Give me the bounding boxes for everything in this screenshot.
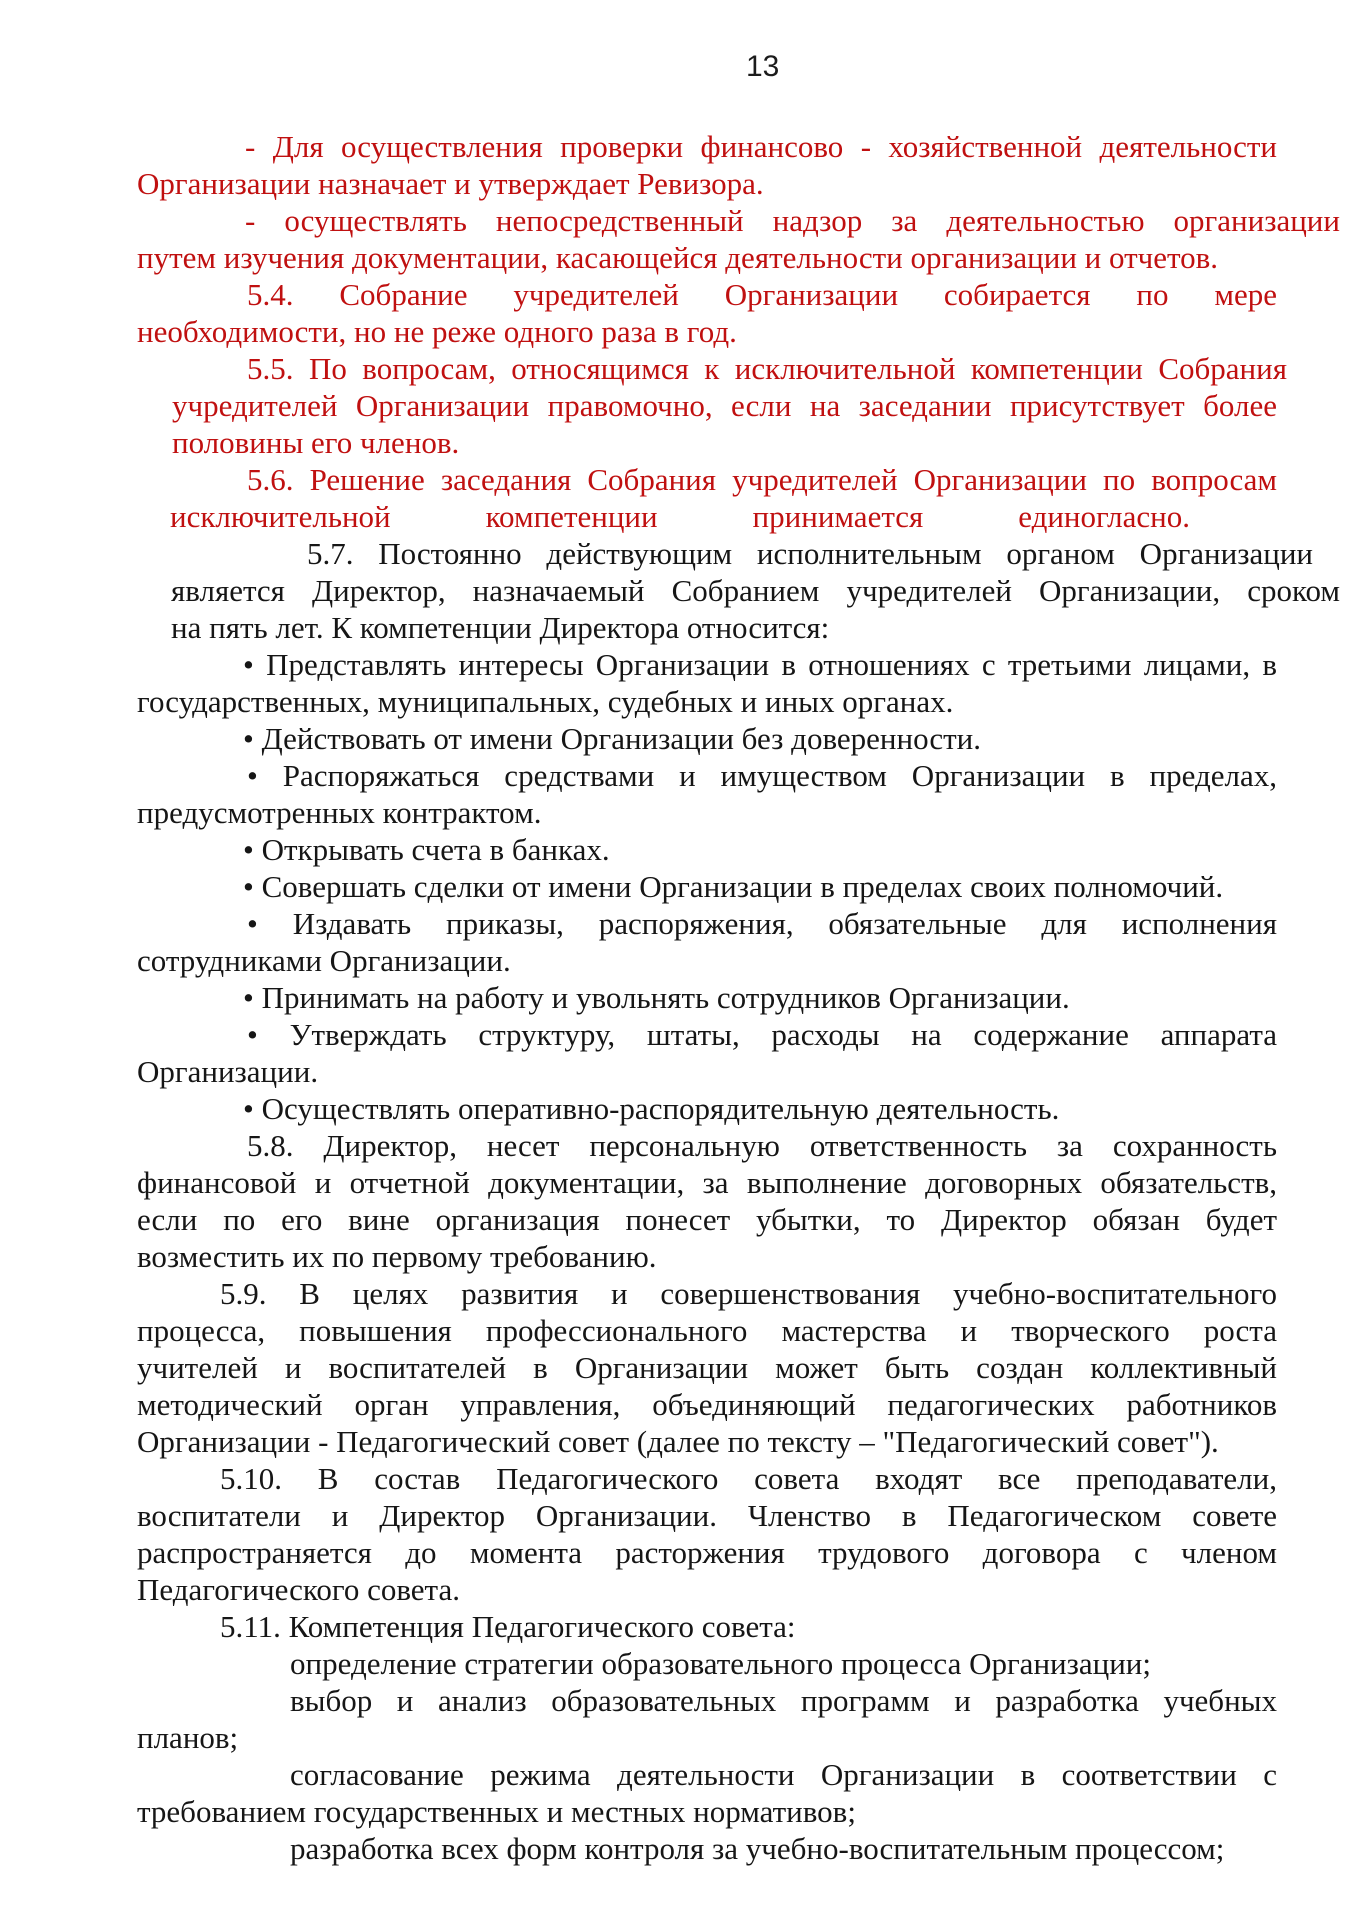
- para-5-5: [137, 350, 1357, 461]
- text-line: 5.6. Решение заседания Собрания учредителей Организации по вопросам: [247, 462, 1277, 497]
- text-line: распространяется до момента расторжения трудового договора с членом: [137, 1535, 1277, 1570]
- text-line: путем изучения документации, касающейся деятельности организации и отчетов.: [137, 240, 1219, 275]
- para-bullet-represent: [137, 646, 1357, 720]
- text-line: - осуществлять непосредственный надзор за деятельностью организации: [245, 203, 1340, 238]
- text-line: • Совершать сделки от имени Организации в пределах своих полномочий.: [243, 869, 1224, 904]
- text-line: планов;: [137, 1720, 239, 1755]
- text-line: 5.4. Собрание учредителей Организации собирается по мере: [247, 277, 1277, 312]
- text-line: • Распоряжаться средствами и имуществом Организации в пределах,: [247, 758, 1277, 793]
- text-line: воспитатели и Директор Организации. Членство в Педагогическом совете: [137, 1498, 1277, 1533]
- text-line: если по его вине организация понесет убытки, то Директор обязан будет: [137, 1202, 1277, 1237]
- para-5-4: [137, 276, 1357, 350]
- text-line: сотрудниками Организации.: [137, 943, 511, 978]
- text-line: выбор и анализ образовательных программ и разработка учебных: [290, 1683, 1277, 1718]
- text-line: - Для осуществления проверки финансово - хозяйственной деятельности: [245, 129, 1277, 164]
- text-line: исключительной компетенции принимается единогласно.: [170, 499, 1190, 534]
- text-line: является Директор, назначаемый Собранием учредителей Организации, сроком: [171, 573, 1340, 608]
- para-dash-revizor: [137, 128, 1357, 202]
- para-5-6: [137, 461, 1357, 535]
- text-line: 5.7. Постоянно действующим исполнительным органом Организации: [307, 536, 1313, 571]
- para-sub-control: [137, 1830, 1357, 1867]
- text-line: Организации назначает и утверждает Ревизора.: [137, 166, 764, 201]
- para-bullet-dispose: [137, 757, 1357, 831]
- para-sub-regime: [137, 1756, 1357, 1830]
- text-line: согласование режима деятельности Организации в соответствии с: [290, 1757, 1277, 1792]
- para-5-11: [137, 1608, 1357, 1645]
- text-line: Организации.: [137, 1054, 319, 1089]
- text-line: 5.11. Компетенция Педагогического совета:: [220, 1609, 796, 1644]
- para-bullet-accounts: [137, 831, 1357, 868]
- text-line: предусмотренных контрактом.: [137, 795, 542, 830]
- text-line: на пять лет. К компетенции Директора относится:: [171, 610, 830, 645]
- para-5-8: [137, 1127, 1357, 1275]
- text-line: • Издавать приказы, распоряжения, обязательные для исполнения: [247, 906, 1277, 941]
- text-line: половины его членов.: [172, 425, 460, 460]
- para-bullet-orders: [137, 905, 1357, 979]
- para-5-10: [137, 1460, 1357, 1608]
- page-number: 13: [746, 50, 780, 83]
- text-line: 5.9. В целях развития и совершенствования учебно-воспитательного: [220, 1276, 1277, 1311]
- text-line: • Представлять интересы Организации в отношениях с третьими лицами, в: [243, 647, 1277, 682]
- text-line: Педагогического совета.: [137, 1572, 460, 1607]
- text-line: возместить их по первому требованию.: [137, 1239, 657, 1274]
- text-line: финансовой и отчетной документации, за выполнение договорных обязательств,: [137, 1165, 1277, 1200]
- text-line: методический орган управления, объединяющий педагогических работников: [137, 1387, 1277, 1422]
- text-line: требованием государственных и местных нормативов;: [137, 1794, 856, 1829]
- para-bullet-structure: [137, 1016, 1357, 1090]
- text-line: учредителей Организации правомочно, если на заседании присутствует более: [172, 388, 1277, 423]
- text-line: учителей и воспитателей в Организации может быть создан коллективный: [137, 1350, 1277, 1385]
- para-bullet-operative: [137, 1090, 1357, 1127]
- text-line: 5.5. По вопросам, относящимся к исключительной компетенции Собрания: [247, 351, 1287, 386]
- para-bullet-hire: [137, 979, 1357, 1016]
- text-line: • Принимать на работу и увольнять сотрудников Организации.: [243, 980, 1070, 1015]
- text-line: Организации - Педагогический совет (далее по тексту – "Педагогический совет").: [137, 1424, 1219, 1459]
- text-line: 5.10. В состав Педагогического совета входят все преподаватели,: [220, 1461, 1277, 1496]
- para-sub-strategy: [137, 1645, 1357, 1682]
- text-line: • Действовать от имени Организации без доверенности.: [243, 721, 982, 756]
- text-line: • Осуществлять оперативно-распорядительную деятельность.: [243, 1091, 1060, 1126]
- para-5-9: [137, 1275, 1357, 1460]
- text-line: процесса, повышения профессионального мастерства и творческого роста: [137, 1313, 1277, 1348]
- text-line: государственных, муниципальных, судебных и иных органах.: [137, 684, 954, 719]
- text-line: необходимости, но не реже одного раза в год.: [137, 314, 737, 349]
- para-bullet-act: [137, 720, 1357, 757]
- para-5-7: [137, 535, 1357, 646]
- text-line: • Открывать счета в банках.: [243, 832, 610, 867]
- para-bullet-deals: [137, 868, 1357, 905]
- text-line: определение стратегии образовательного процесса Организации;: [290, 1646, 1152, 1681]
- para-dash-nadzor: [137, 202, 1357, 276]
- document-content: [137, 128, 1357, 1867]
- text-line: • Утверждать структуру, штаты, расходы на содержание аппарата: [247, 1017, 1277, 1052]
- text-line: 5.8. Директор, несет персональную ответственность за сохранность: [247, 1128, 1277, 1163]
- para-sub-programs: [137, 1682, 1357, 1756]
- text-line: разработка всех форм контроля за учебно-воспитательным процессом;: [290, 1831, 1225, 1866]
